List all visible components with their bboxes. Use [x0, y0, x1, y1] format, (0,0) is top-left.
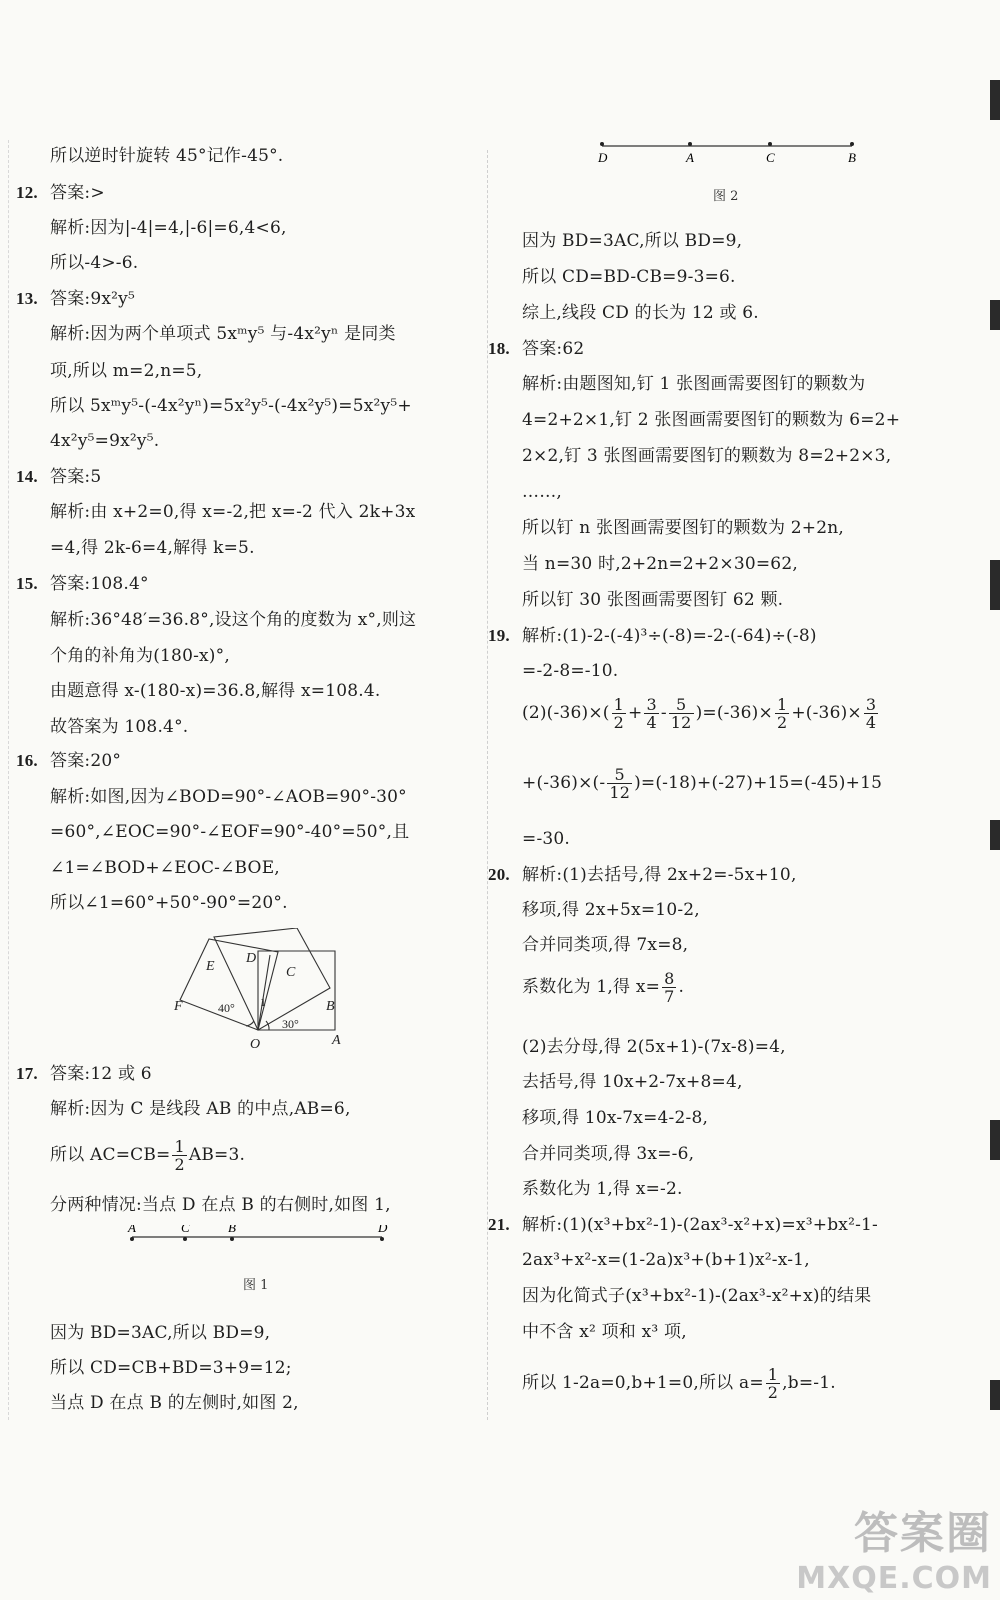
- text-line: 合并同类项,得 7x=8,: [522, 935, 689, 955]
- point-label: A: [128, 1225, 136, 1235]
- question-number: 21.: [488, 1215, 510, 1234]
- segment-point: [230, 1237, 234, 1241]
- angle-figure-label: 40°: [218, 1001, 235, 1015]
- point-label: C: [766, 150, 775, 165]
- text-line: 所以 CD=BD-CB=9-3=6.: [522, 267, 736, 287]
- text-line: 所以∠1=60°+50°-90°=20°.: [50, 893, 288, 913]
- text-line: 合并同类项,得 3x=-6,: [522, 1144, 695, 1164]
- text-line: 所以 5xᵐy⁵-(-4x²yⁿ)=5x²y⁵-(-4x²y⁵)=5x²y⁵+: [50, 396, 412, 416]
- question-number: 15.: [16, 574, 38, 593]
- text-line: 故答案为 108.4°.: [50, 717, 189, 737]
- question-number: 18.: [488, 339, 510, 358]
- angle-figure-label: E: [206, 959, 215, 974]
- text-line: =-2-8=-10.: [522, 661, 619, 681]
- edge-mark: [990, 300, 1000, 330]
- text-line: 解析:(1)去括号,得 2x+2=-5x+10,: [522, 865, 797, 885]
- text-line: 项,所以 m=2,n=5,: [50, 361, 203, 381]
- question-number: 14.: [16, 467, 38, 486]
- text-line: 解析:(1)-2-(-4)³÷(-8)=-2-(-64)÷(-8): [522, 626, 817, 646]
- angle-figure-label: F: [174, 999, 183, 1014]
- text-line: 所以-4>-6.: [50, 253, 139, 273]
- angle-figure-label: D: [246, 951, 257, 966]
- text-line: 答案:>: [50, 183, 105, 203]
- text-line: 因为 BD=3AC,所以 BD=9,: [50, 1323, 271, 1343]
- segment-point: [130, 1237, 134, 1241]
- text-line: 所以钉 30 张图画需要图钉 62 颗.: [522, 590, 784, 610]
- point-label: D: [378, 1225, 388, 1235]
- figure-2-segment: [590, 132, 870, 172]
- segment-point: [183, 1237, 187, 1241]
- angle-figure-label: A: [332, 1033, 341, 1048]
- text-line: =-30.: [522, 829, 571, 849]
- text-line: 分两种情况:当点 D 在点 B 的右侧时,如图 1,: [50, 1195, 391, 1215]
- text-line: 中不含 x² 项和 x³ 项,: [522, 1322, 687, 1342]
- text-line: 移项,得 10x-7x=4-2-8,: [522, 1108, 709, 1128]
- text-line: 2ax³+x²-x=(1-2a)x³+(b+1)x²-x-1,: [522, 1250, 810, 1270]
- text-line: 当点 D 在点 B 的左侧时,如图 2,: [50, 1393, 299, 1413]
- angle-figure-label: O: [250, 1037, 261, 1052]
- text-line: 所以钉 n 张图画需要图钉的颗数为 2+2n,: [522, 518, 844, 538]
- text-line: 因为 BD=3AC,所以 BD=9,: [522, 231, 743, 251]
- question-number: 17.: [16, 1064, 38, 1083]
- text-line: =4,得 2k-6=4,解得 k=5.: [50, 538, 255, 558]
- text-line: 解析:36°48′=36.8°,设这个角的度数为 x°,则这: [50, 610, 417, 630]
- text-line: 去括号,得 10x+2-7x+8=4,: [522, 1072, 743, 1092]
- segment-point: [380, 1237, 384, 1241]
- angle-figure-label: 1: [260, 995, 266, 1009]
- text-line: 综上,线段 CD 的长为 12 或 6.: [522, 303, 759, 323]
- text-line: 解析:(1)(x³+bx²-1)-(2ax³-x²+x)=x³+bx²-1-: [522, 1215, 878, 1235]
- question-number: 19.: [488, 626, 510, 645]
- text-line: 移项,得 2x+5x=10-2,: [522, 900, 700, 920]
- text-line: 2×2,钉 3 张图画需要图钉的颗数为 8=2+2×3,: [522, 446, 892, 466]
- text-line: ∠1=∠BOD+∠EOC-∠BOE,: [50, 858, 280, 878]
- text-line: 个角的补角为(180-x)°,: [50, 646, 230, 666]
- angle-figure-label: 30°: [282, 1017, 299, 1031]
- text-line: 解析:如图,因为∠BOD=90°-∠AOB=90°-30°: [50, 787, 407, 807]
- question-number: 12.: [16, 183, 38, 202]
- figure-2-caption: 图 2: [713, 189, 739, 204]
- point-label: A: [686, 150, 694, 165]
- text-line: 答案:5: [50, 467, 102, 487]
- watermark: [796, 1497, 992, 1596]
- segment-point: [850, 142, 854, 146]
- text-line: 答案:12 或 6: [50, 1064, 152, 1084]
- text-line: 因为化简式子(x³+bx²-1)-(2ax³-x²+x)的结果: [522, 1286, 872, 1306]
- text-line: 4x²y⁵=9x²y⁵.: [50, 431, 160, 451]
- angle-figure-label: B: [326, 999, 335, 1014]
- text-line: 答案:108.4°: [50, 574, 149, 594]
- watermark-logo-text: 答案圈: [854, 1508, 992, 1559]
- text-line: 解析:由 x+2=0,得 x=-2,把 x=-2 代入 2k+3x: [50, 502, 416, 522]
- segment-point: [768, 142, 772, 146]
- figure-1-segment: [120, 1225, 400, 1265]
- q17-fraction-line: 所以 AC=CB= $\frac{1}{2}$ AB=3.: [50, 1137, 246, 1174]
- text-line: 解析:因为 C 是线段 AB 的中点,AB=6,: [50, 1099, 351, 1119]
- edge-mark: [990, 820, 1000, 850]
- watermark-url: MXQE.COM: [796, 1561, 992, 1596]
- point-label: B: [228, 1225, 236, 1235]
- question-number: 13.: [16, 289, 38, 308]
- text-line: 解析:因为|-4|=4,|-6|=6,4<6,: [50, 218, 287, 238]
- text-line: 答案:62: [522, 339, 585, 359]
- point-label: D: [598, 150, 608, 165]
- text-line: 系数化为 1,得 x=-2.: [522, 1179, 683, 1199]
- segment-point: [600, 142, 604, 146]
- question-number: 16.: [16, 751, 38, 770]
- text-line: 解析:由题图知,钉 1 张图画需要图钉的颗数为: [522, 374, 866, 394]
- left-margin-rule: [8, 140, 9, 1420]
- text-line: 答案:9x²y⁵: [50, 289, 135, 309]
- text-line: =60°,∠EOC=90°-∠EOF=90°-40°=50°,且: [50, 822, 410, 842]
- q21-conclusion-line: 所以 1-2a=0,b+1=0,所以 a= $\frac{1}{2}$ ,b=-1.: [522, 1365, 836, 1402]
- edge-mark: [990, 1120, 1000, 1160]
- text-line: 解析:因为两个单项式 5xᵐy⁵ 与-4x²yⁿ 是同类: [50, 324, 396, 344]
- figure-1-caption: 图 1: [243, 1278, 269, 1293]
- text-line: (2)去分母,得 2(5x+1)-(7x-8)=4,: [522, 1037, 786, 1057]
- segment-point: [688, 142, 692, 146]
- text-line: 当 n=30 时,2+2n=2+2×30=62,: [522, 554, 798, 574]
- text-line: 4=2+2×1,钉 2 张图画需要图钉的颗数为 6=2+: [522, 410, 901, 430]
- q20-coefficient-line: 系数化为 1,得 x= $\frac{8}{7}$ .: [522, 969, 685, 1006]
- q19-part2-line1: (2)(-36)×( $\frac{1}{2}$ + $\frac{3}{4}$ - $\frac{5}{12}$ )=(-36)× $\frac{1}{2}$ +(-36)× $\frac{3}{4}$: [522, 695, 877, 732]
- point-label: C: [181, 1225, 190, 1235]
- text-line: 所以逆时针旋转 45°记作-45°.: [50, 146, 284, 166]
- q19-part2-line2: +(-36)×(- $\frac{5}{12}$ )=(-18)+(-27)+15=(-45)+15: [522, 765, 883, 802]
- question-number: 20.: [488, 865, 510, 884]
- text-line: 由题意得 x-(180-x)=36.8,解得 x=108.4.: [50, 681, 381, 701]
- edge-mark: [990, 560, 1000, 610]
- point-label: B: [848, 150, 856, 165]
- text-line: 所以 CD=CB+BD=3+9=12;: [50, 1358, 292, 1378]
- angle-figure: [170, 928, 350, 1058]
- angle-figure-label: C: [286, 965, 296, 980]
- text-line: ……,: [522, 482, 563, 502]
- edge-mark: [990, 80, 1000, 120]
- edge-mark: [990, 1380, 1000, 1410]
- text-line: 答案:20°: [50, 751, 122, 771]
